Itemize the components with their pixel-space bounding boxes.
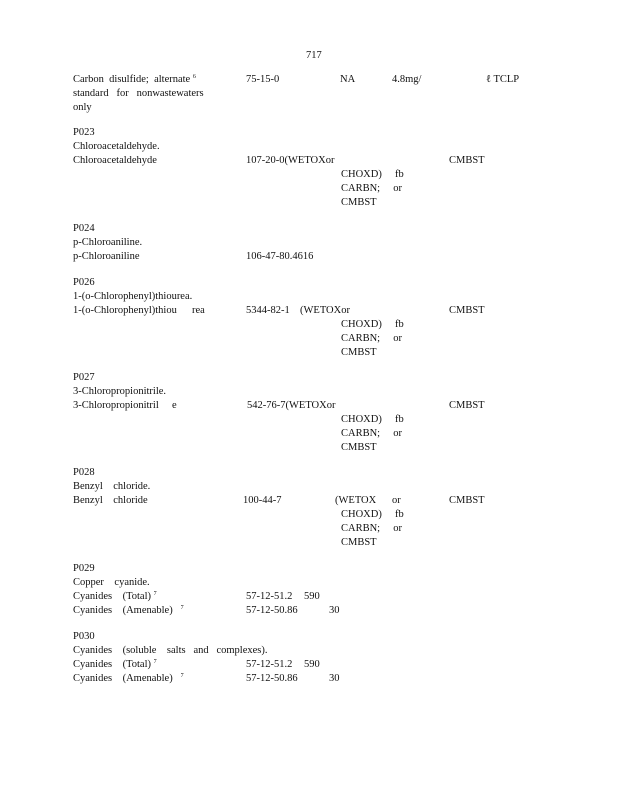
p029-amenable-label: Cyanides (Amenable) $^7$ xyxy=(73,605,184,616)
p026-tech: (WETOXor xyxy=(300,305,350,316)
p026-constituent-a: 1-(o-Chlorophenyl)thiou xyxy=(73,305,177,316)
p028-tech-line2: CARBN; or xyxy=(341,523,402,534)
p030-amenable-label: Cyanides (Amenable) $^7$ xyxy=(73,673,184,684)
p030-total-label: Cyanides (Total) $^7$ xyxy=(73,659,157,670)
p030-name: Cyanides (soluble salts and complexes). xyxy=(73,645,268,656)
p026-tech-line2: CARBN; or xyxy=(341,333,402,344)
p023-tech-line2: CARBN; or xyxy=(341,183,402,194)
p026-name: 1-(o-Chlorophenyl)thiourea. xyxy=(73,291,193,302)
footnote-7: 7 xyxy=(180,605,184,611)
footnote-7: 7 xyxy=(153,659,157,665)
page-number: 717 xyxy=(306,50,322,61)
p029-total-value: 590 xyxy=(304,591,320,602)
p030-code: P030 xyxy=(73,631,95,642)
p029-total-label: Cyanides (Total) $^7$ xyxy=(73,591,157,602)
p027-name: 3-Chloropropionitrile. xyxy=(73,386,167,397)
p023-cas: 107-20-0(WETOXor xyxy=(246,155,335,166)
p030-amenable-value: 30 xyxy=(329,673,340,684)
p030-total-cas: 57-12-51.2 xyxy=(246,659,293,670)
p027-constituent-a: 3-Chloropropionitril xyxy=(73,400,159,411)
p026-cas: 5344-82-1 xyxy=(246,305,290,316)
p026-standard: CMBST xyxy=(449,305,485,316)
p028-tech: (WETOX or xyxy=(335,495,401,506)
p024-cas: 106-47-80.4616 xyxy=(246,251,314,262)
p027-code: P027 xyxy=(73,372,95,383)
p026-tech-line3: CMBST xyxy=(341,347,377,358)
p024-name: p-Chloroaniline. xyxy=(73,237,143,248)
p027-tech-line1: CHOXD) fb xyxy=(341,414,404,425)
p028-code: P028 xyxy=(73,467,95,478)
p023-constituent: Chloroacetaldehyde xyxy=(73,155,157,166)
footnote-7: 7 xyxy=(153,591,157,597)
carbon-disulfide-tclp: ℓ TCLP xyxy=(486,74,520,85)
p029-amenable-value: 30 xyxy=(329,605,340,616)
p027-tech-line3: CMBST xyxy=(341,442,377,453)
p028-tech-line3: CMBST xyxy=(341,537,377,548)
carbon-disulfide-cas: 75-15-0 xyxy=(246,74,280,85)
p023-tech-line1: CHOXD) fb xyxy=(341,169,404,180)
p027-standard: CMBST xyxy=(449,400,485,411)
p024-code: P024 xyxy=(73,223,95,234)
carbon-disulfide-line2: standard for nonwastewaters xyxy=(73,88,204,99)
p029-code: P029 xyxy=(73,563,95,574)
footnote-6: 6 xyxy=(192,74,196,80)
p023-code: P023 xyxy=(73,127,95,138)
p026-tech-line1: CHOXD) fb xyxy=(341,319,404,330)
p028-name: Benzyl chloride. xyxy=(73,481,151,492)
carbon-disulfide-standard: 4.8mg/ xyxy=(392,74,422,85)
p027-cas: 542-76-7(WETOXor xyxy=(247,400,336,411)
footnote-7: 7 xyxy=(180,673,184,679)
p030-total-value: 590 xyxy=(304,659,320,670)
p029-name: Copper cyanide. xyxy=(73,577,150,588)
p028-cas: 100-44-7 xyxy=(243,495,282,506)
p024-constituent: p-Chloroaniline xyxy=(73,251,140,262)
p027-tech-line2: CARBN; or xyxy=(341,428,402,439)
p027-constituent-b: e xyxy=(172,400,177,411)
p029-amenable-cas: 57-12-50.86 xyxy=(246,605,298,616)
p026-constituent-b: rea xyxy=(192,305,205,316)
p030-amenable-cas: 57-12-50.86 xyxy=(246,673,298,684)
p026-code: P026 xyxy=(73,277,95,288)
p028-constituent: Benzyl chloride xyxy=(73,495,148,506)
carbon-disulfide-line3: only xyxy=(73,102,92,113)
p023-name: Chloroacetaldehyde. xyxy=(73,141,160,152)
p029-total-cas: 57-12-51.2 xyxy=(246,591,293,602)
p023-tech-line3: CMBST xyxy=(341,197,377,208)
carbon-disulfide-na: NA xyxy=(340,74,356,85)
carbon-disulfide-line1: Carbon disulfide; alternate $^6$ xyxy=(73,74,196,85)
p023-standard: CMBST xyxy=(449,155,485,166)
p028-tech-line1: CHOXD) fb xyxy=(341,509,404,520)
p028-standard: CMBST xyxy=(449,495,485,506)
